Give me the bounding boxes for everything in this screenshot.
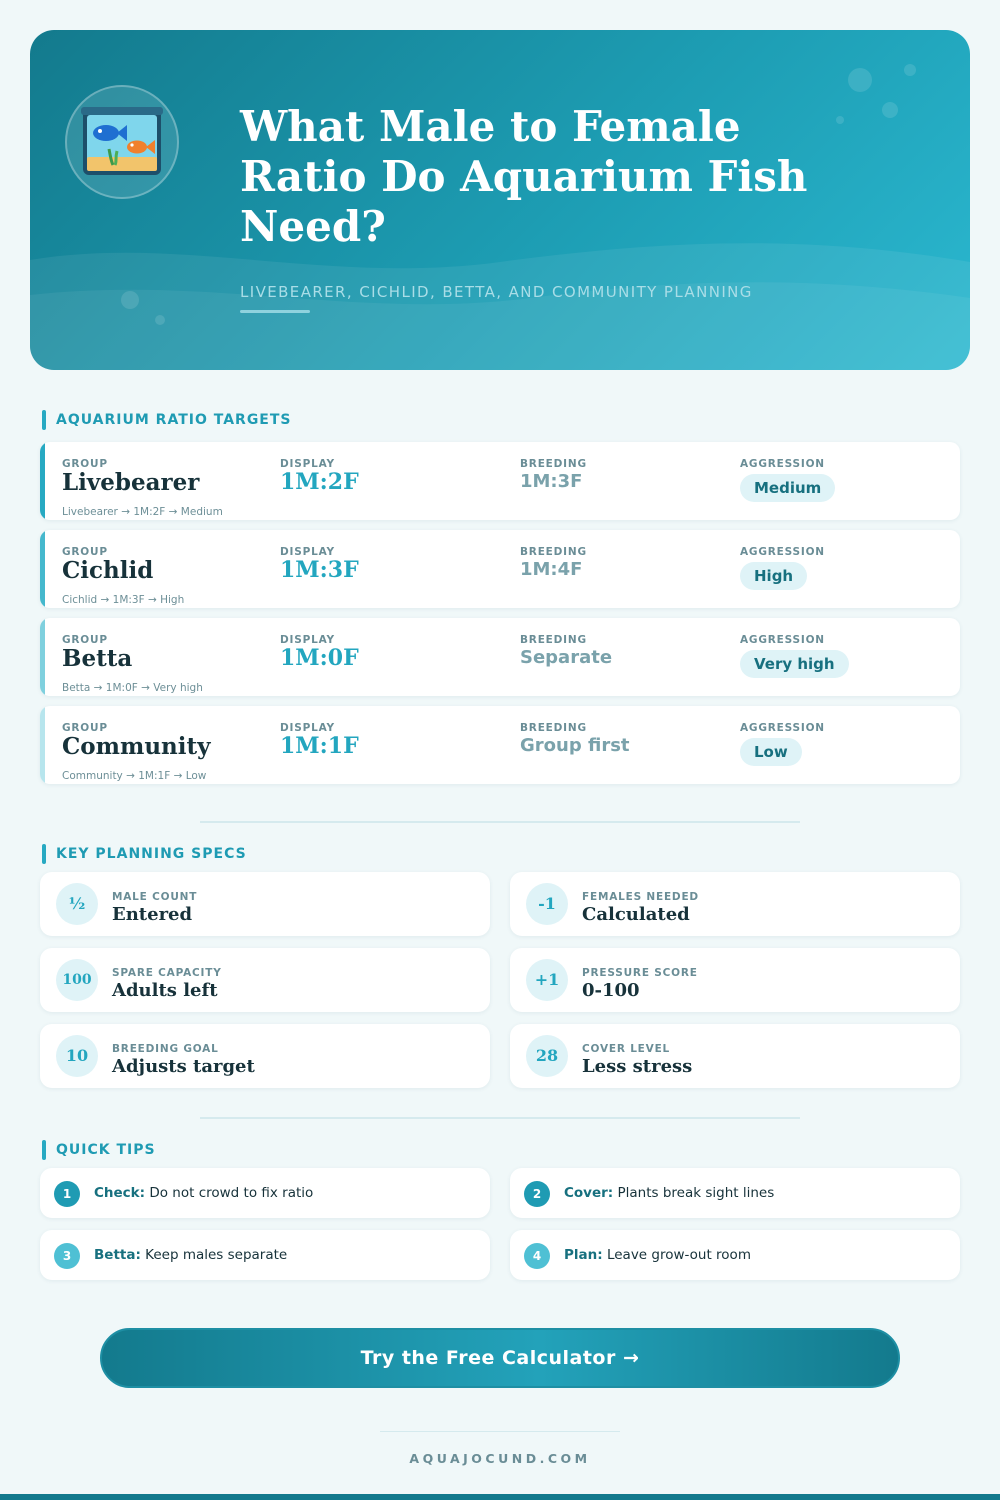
- aggression-column-label: AGGRESSION: [740, 722, 825, 734]
- section-divider: [200, 821, 800, 823]
- spec-card: [40, 1024, 490, 1088]
- spec-badge: -1: [526, 883, 568, 925]
- tip-keyword: Check:: [94, 1185, 146, 1201]
- group-name: Cichlid: [62, 557, 154, 584]
- spec-label: SPARE CAPACITY: [112, 967, 222, 979]
- breeding-column-label: BREEDING: [520, 458, 587, 470]
- aggression-badge: Medium: [740, 474, 835, 502]
- spec-label: COVER LEVEL: [582, 1043, 671, 1055]
- spec-card: [40, 872, 490, 936]
- aggression-column-label: AGGRESSION: [740, 458, 825, 470]
- tip-text: [564, 1185, 774, 1201]
- group-column-label: GROUP: [62, 458, 108, 470]
- spec-card: [510, 872, 960, 936]
- tip-number: 4: [524, 1243, 550, 1269]
- display-column-label: DISPLAY: [280, 546, 335, 558]
- page-title: What Male to Female Ratio Do Aquarium Fish Need?: [240, 102, 808, 251]
- tip-number: 1: [54, 1181, 80, 1207]
- group-name: Community: [62, 733, 211, 760]
- breeding-ratio: 1M:3F: [520, 471, 583, 492]
- group-name: Betta: [62, 645, 133, 672]
- row-accent-bar: [40, 706, 45, 784]
- footer-divider: [380, 1431, 620, 1432]
- ratio-summary: Betta → 1M:0F → Very high: [62, 682, 203, 694]
- ratio-targets-heading: AQUARIUM RATIO TARGETS: [42, 410, 292, 430]
- breeding-ratio: Separate: [520, 647, 613, 668]
- aggression-badge: High: [740, 562, 807, 590]
- section-divider: [200, 1117, 800, 1119]
- ratio-row: [40, 618, 960, 696]
- tip-text: [94, 1185, 313, 1201]
- spec-badge: 10: [56, 1035, 98, 1077]
- tip-card: [40, 1168, 490, 1218]
- tip-number: 3: [54, 1243, 80, 1269]
- tip-text: [564, 1247, 751, 1263]
- group-name: Livebearer: [62, 469, 200, 496]
- display-ratio: 1M:3F: [280, 557, 359, 583]
- spec-card: [40, 948, 490, 1012]
- aggression-column-label: AGGRESSION: [740, 634, 825, 646]
- subtitle-underline: [240, 310, 310, 313]
- tip-keyword: Cover:: [564, 1185, 614, 1201]
- breeding-ratio: 1M:4F: [520, 559, 583, 580]
- spec-label: FEMALES NEEDED: [582, 891, 699, 903]
- spec-label: BREEDING GOAL: [112, 1043, 219, 1055]
- hero-banner: [30, 30, 970, 370]
- ratio-summary: Community → 1M:1F → Low: [62, 770, 207, 782]
- spec-badge: 28: [526, 1035, 568, 1077]
- display-ratio: 1M:2F: [280, 469, 359, 495]
- bottom-accent-bar: [0, 1494, 1000, 1500]
- group-column-label: GROUP: [62, 546, 108, 558]
- ratio-row: [40, 442, 960, 520]
- group-column-label: GROUP: [62, 722, 108, 734]
- ratio-row: [40, 530, 960, 608]
- tip-card: [40, 1230, 490, 1280]
- tip-description: Leave grow-out room: [606, 1247, 751, 1263]
- spec-badge: ½: [56, 883, 98, 925]
- display-ratio: 1M:1F: [280, 733, 359, 759]
- aggression-badge: Very high: [740, 650, 849, 678]
- tip-keyword: Plan:: [564, 1247, 603, 1263]
- breeding-ratio: Group first: [520, 735, 630, 756]
- aquarium-fish-tank-icon: [81, 105, 163, 177]
- ratio-summary: Livebearer → 1M:2F → Medium: [62, 506, 223, 518]
- display-column-label: DISPLAY: [280, 722, 335, 734]
- display-ratio: 1M:0F: [280, 645, 359, 671]
- spec-value: Adults left: [112, 980, 218, 1001]
- spec-badge: +1: [526, 959, 568, 1001]
- tip-description: Keep males separate: [145, 1247, 288, 1263]
- tip-description: Plants break sight lines: [617, 1185, 775, 1201]
- tip-number: 2: [524, 1181, 550, 1207]
- spec-value: Adjusts target: [112, 1056, 255, 1077]
- planning-specs-heading: KEY PLANNING SPECS: [42, 844, 247, 864]
- spec-card: [510, 1024, 960, 1088]
- spec-label: PRESSURE SCORE: [582, 967, 698, 979]
- display-column-label: DISPLAY: [280, 634, 335, 646]
- quick-tips-heading: QUICK TIPS: [42, 1140, 156, 1160]
- row-accent-bar: [40, 530, 45, 608]
- breeding-column-label: BREEDING: [520, 634, 587, 646]
- ratio-summary: Cichlid → 1M:3F → High: [62, 594, 185, 606]
- page-subtitle: LIVEBEARER, CICHLID, BETTA, AND COMMUNITY PLANNING: [240, 283, 753, 301]
- breeding-column-label: BREEDING: [520, 722, 587, 734]
- tip-card: [510, 1230, 960, 1280]
- display-column-label: DISPLAY: [280, 458, 335, 470]
- spec-value: Calculated: [582, 904, 690, 925]
- spec-label: MALE COUNT: [112, 891, 198, 903]
- ratio-row: [40, 706, 960, 784]
- spec-card: [510, 948, 960, 1012]
- tip-card: [510, 1168, 960, 1218]
- tip-keyword: Betta:: [94, 1247, 141, 1263]
- aggression-column-label: AGGRESSION: [740, 546, 825, 558]
- spec-value: Less stress: [582, 1056, 693, 1077]
- group-column-label: GROUP: [62, 634, 108, 646]
- spec-value: 0-100: [582, 980, 640, 1001]
- spec-value: Entered: [112, 904, 193, 925]
- logo-badge: [65, 85, 179, 199]
- footer-site[interactable]: AQUAJOCUND.COM: [409, 1451, 591, 1466]
- try-calculator-button[interactable]: Try the Free Calculator →: [100, 1328, 900, 1388]
- spec-badge: 100: [56, 959, 98, 1001]
- tip-text: [94, 1247, 287, 1263]
- aggression-badge: Low: [740, 738, 802, 766]
- tip-description: Do not crowd to fix ratio: [149, 1185, 314, 1201]
- row-accent-bar: [40, 442, 45, 520]
- breeding-column-label: BREEDING: [520, 546, 587, 558]
- row-accent-bar: [40, 618, 45, 696]
